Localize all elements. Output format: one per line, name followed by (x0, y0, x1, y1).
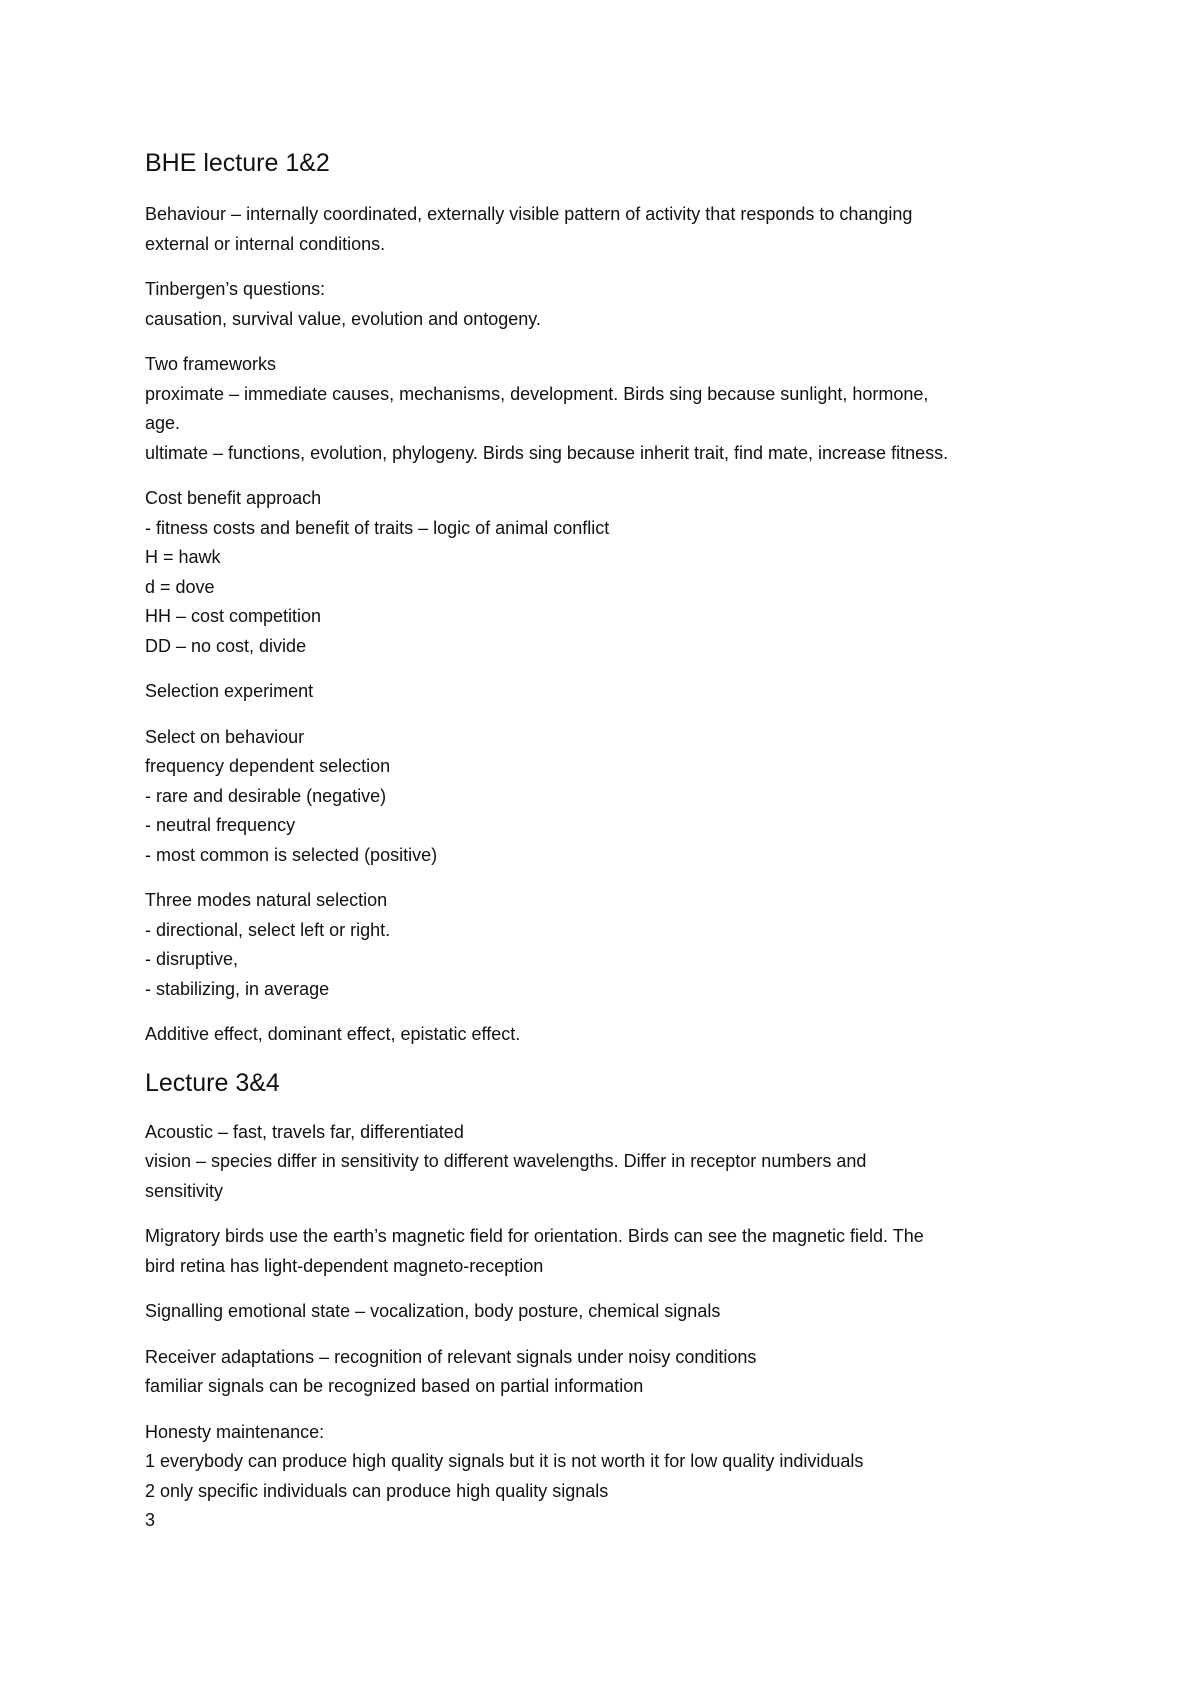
text-line: - directional, select left or right. (145, 919, 391, 940)
text-line: Tinbergen’s questions: (145, 279, 326, 299)
text-line: DD – no cost, divide (145, 635, 307, 656)
text-line: age. (145, 413, 181, 433)
paragraph (145, 677, 1095, 707)
text-line: bird retina has light-dependent magneto-reception (145, 1255, 544, 1276)
text-line: Two frameworks (145, 354, 277, 374)
text-line: 3 (145, 1510, 156, 1530)
text-line: 1 everybody can produce high quality signals but it is not worth it for low quality individuals (145, 1451, 864, 1471)
paragraph (145, 1020, 1095, 1050)
text-line: familiar signals can be recognized based on partial information (145, 1376, 644, 1396)
text-line: vision – species differ in sensitivity to different wavelengths. Differ in receptor numbers and (145, 1151, 867, 1171)
text-line: H = hawk (145, 547, 221, 567)
paragraph (145, 723, 1095, 871)
paragraph (145, 1297, 1095, 1327)
text-line: - most common is selected (positive) (145, 844, 438, 865)
paragraph (145, 1222, 1095, 1281)
text-line: frequency dependent selection (145, 756, 391, 776)
text-line: Receiver adaptations – recognition of relevant signals under noisy conditions (145, 1346, 757, 1367)
paragraph (145, 484, 1095, 661)
document-page (145, 148, 1095, 1552)
text-line: HH – cost competition (145, 606, 322, 626)
section-1-body (145, 200, 1095, 1050)
section-1-heading: BHE lecture 1&2 (145, 149, 330, 177)
text-line: - rare and desirable (negative) (145, 785, 387, 806)
text-line: sensitivity (145, 1180, 224, 1201)
text-line: Behaviour – internally coordinated, externally visible pattern of activity that responds to changing (145, 204, 913, 224)
text-line: external or internal conditions. (145, 233, 386, 254)
text-line: - fitness costs and benefit of traits – logic of animal conflict (145, 517, 610, 538)
paragraph (145, 1418, 1095, 1536)
text-line: - stabilizing, in average (145, 978, 330, 999)
paragraph (145, 1343, 1095, 1402)
paragraph (145, 886, 1095, 1004)
text-line: d = dove (145, 576, 215, 597)
text-line: causation, survival value, evolution and ontogeny. (145, 308, 541, 329)
paragraph (145, 350, 1095, 468)
text-line: Migratory birds use the earth’s magnetic field for orientation. Birds can see the magnetic field. The (145, 1226, 924, 1246)
text-line: - disruptive, (145, 949, 239, 969)
text-line: - neutral frequency (145, 815, 296, 835)
text-line: Acoustic – fast, travels far, differentiated (145, 1121, 464, 1142)
section-2-body (145, 1118, 1095, 1536)
text-line: 2 only specific individuals can produce high quality signals (145, 1480, 609, 1501)
paragraph (145, 1118, 1095, 1207)
text-line: ultimate – functions, evolution, phylogeny. Birds sing because inherit trait, find mate, increase fitness. (145, 442, 949, 463)
text-line: Select on behaviour (145, 726, 305, 747)
text-line: proximate – immediate causes, mechanisms, development. Birds sing because sunlight, hormone, (145, 383, 929, 404)
text-line: Three modes natural selection (145, 890, 388, 910)
text-line: Selection experiment (145, 681, 314, 701)
paragraph (145, 275, 1095, 334)
section-2-heading: Lecture 3&4 (145, 1068, 280, 1097)
text-line: Additive effect, dominant effect, epistatic effect. (145, 1024, 521, 1044)
text-line: Cost benefit approach (145, 488, 322, 508)
text-line: Honesty maintenance: (145, 1421, 325, 1442)
text-line: Signalling emotional state – vocalization, body posture, chemical signals (145, 1301, 721, 1321)
paragraph (145, 200, 1095, 259)
